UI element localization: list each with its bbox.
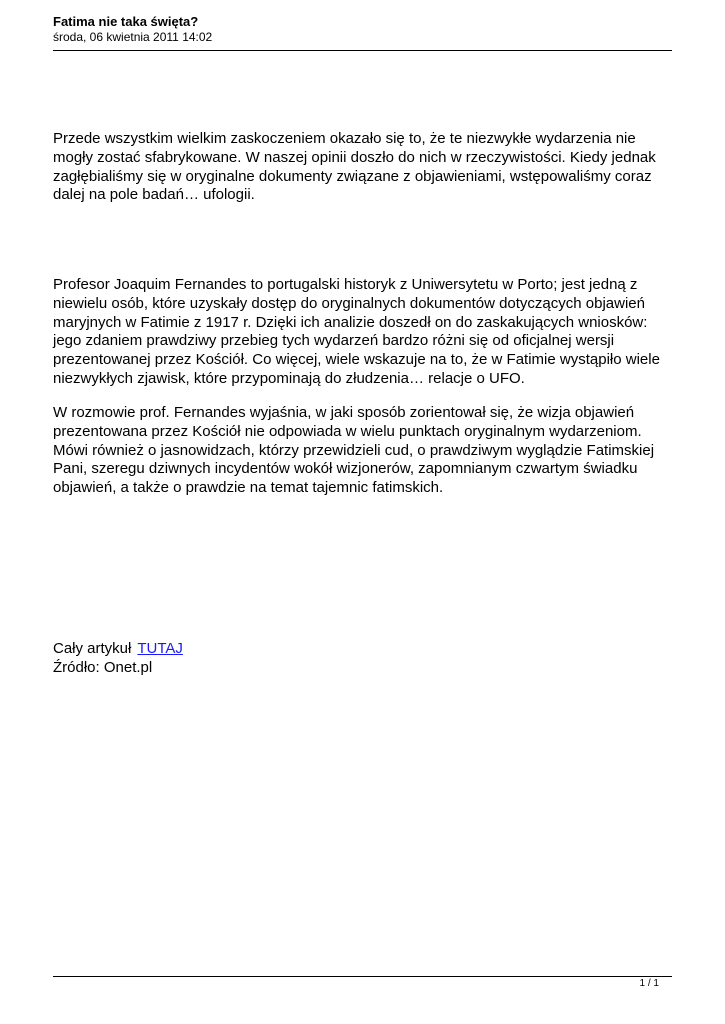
page-title: Fatima nie taka święta? [53,14,199,29]
full-article-link[interactable]: TUTAJ [137,640,183,657]
full-article-line [53,640,183,659]
header-divider [53,50,672,51]
footer-divider [53,976,672,977]
article-footer [53,640,183,678]
source-line: Źródło: Onet.pl [53,658,153,676]
article-paragraph-1: Przede wszystkim wielkim zaskoczeniem okazało się to, że te niezwykłe wydarzenia nie mogły zostać sfabrykowane. W naszej opinii doszło do nich w rzeczywistości. Kiedy jednak zagłębialiśmy się w oryginalne dokumenty związane z objawieniami, wstępowaliśmy coraz dalej na pole badań… ufologii. [53,130,656,204]
article-paragraph-3: W rozmowie prof. Fernandes wyjaśnia, w jaki sposób zorientował się, że wizja objawień prezentowana przez Kościół nie odpowiada w wielu punktach oryginalnym wydarzeniom. Mówi również o jasnowidzach, którzy przewidzieli cud, o prawdziwym wyglądzie Fatimskiej Pani, szeregu dziwnych incydentów wokół wizjonerów, zapomnianym czwartym świadku objawień, a także o prawdzie na temat tajemnic fatimskich. [53,404,655,497]
publication-date: środa, 06 kwietnia 2011 14:02 [53,30,213,44]
page-number: 1 / 1 [639,978,659,989]
page-header [53,14,672,45]
full-article-label: Cały artykuł [53,640,132,657]
article-paragraph-2: Profesor Joaquim Fernandes to portugalski historyk z Uniwersytetu w Porto; jest jedną z niewielu osób, które uzyskały dostęp do oryginalnych dokumentów dotyczących objawień maryjnych w Fatimie z 1917 r. Dzięki ich analizie doszedł on do zaskakujących wniosków: jego zdaniem prawdziwy przebieg tych wydarzeń bardzo różni się od oficjalnej wersji prezentowanej przez Kościół. Co więcej, wiele wskazuje na to, że w Fatimie wystąpiło wiele niezwykłych zjawisk, które przypominają do złudzenia… relacje o UFO. [53,276,660,387]
